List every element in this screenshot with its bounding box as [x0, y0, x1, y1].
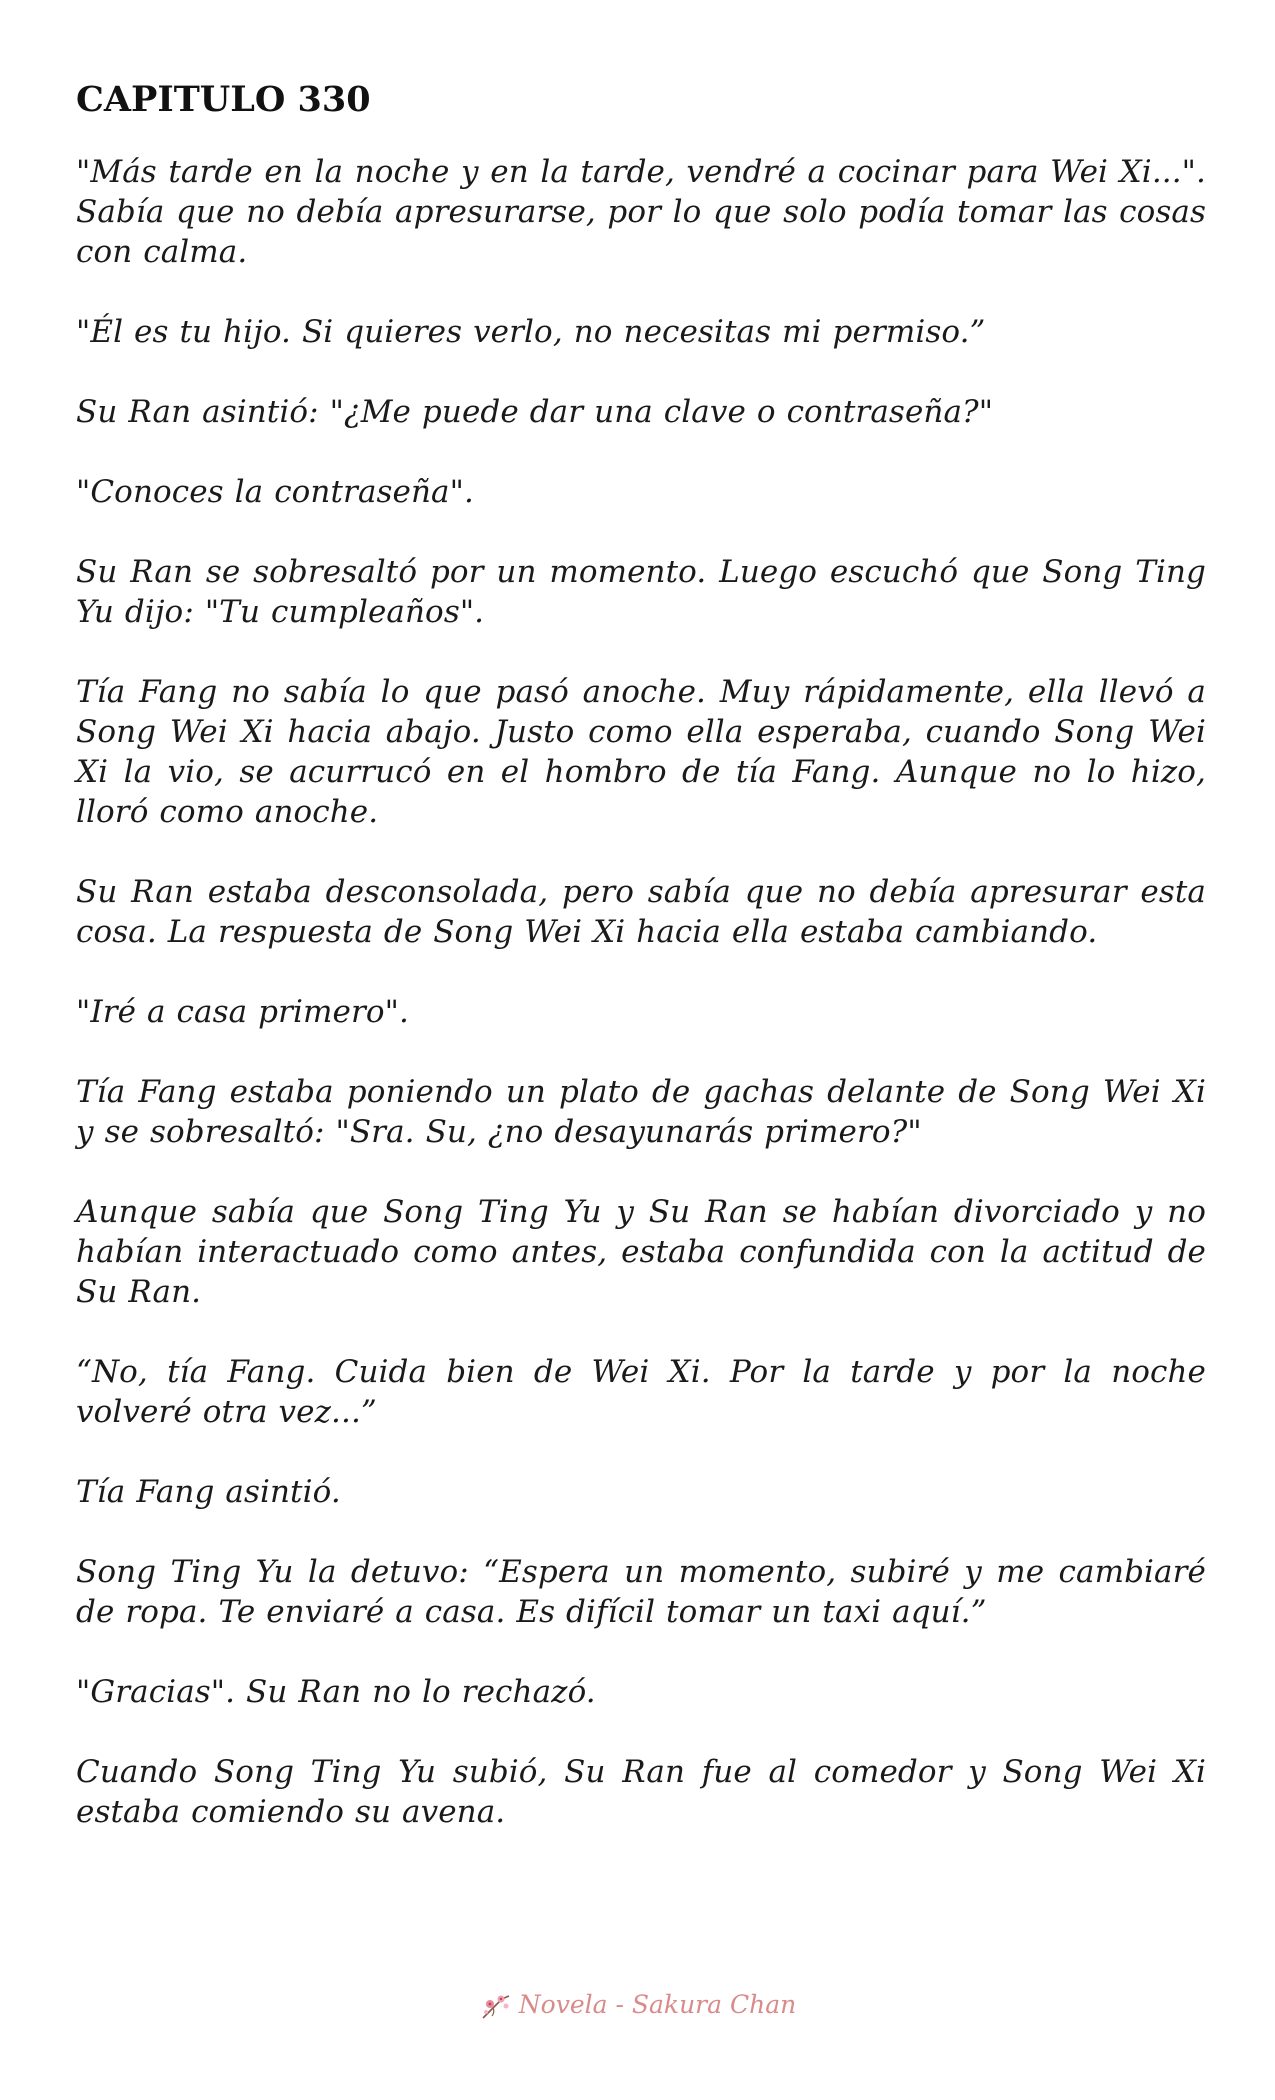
paragraph: "Iré a casa primero". — [76, 994, 409, 1030]
paragraph: Tía Fang estaba poniendo un plato de gachas delante de Song Wei Xi y se sobresaltó: "Sra. Su, ¿no desayunarás primero?" — [76, 1074, 1206, 1150]
paragraph: Tía Fang asintió. — [76, 1474, 341, 1510]
paragraph: "Gracias". Su Ran no lo rechazó. — [76, 1674, 596, 1710]
paragraph: "Conoces la contraseña". — [76, 474, 474, 510]
paragraph: Su Ran se sobresaltó por un momento. Luego escuchó que Song Ting Yu dijo: "Tu cumpleaños". — [76, 554, 1206, 630]
paragraph: Cuando Song Ting Yu subió, Su Ran fue al comedor y Song Wei Xi estaba comiendo su avena. — [76, 1754, 1206, 1830]
paragraph: “No, tía Fang. Cuida bien de Wei Xi. Por la tarde y por la noche volveré otra vez...” — [76, 1354, 1206, 1430]
paragraph: Tía Fang no sabía lo que pasó anoche. Muy rápidamente, ella llevó a Song Wei Xi hacia abajo. Justo como ella esperaba, cuando Song Wei Xi la vio, se acurrucó en el hombro de tía Fang. Aunque no lo hizo, lloró como anoche. — [76, 674, 1206, 830]
chapter-title: CAPITULO 330 — [76, 79, 371, 120]
paragraph: "Más tarde en la noche y en la tarde, vendré a cocinar para Wei Xi...". Sabía que no debía apresurarse, por lo que solo podía tomar las cosas con calma. — [76, 154, 1206, 270]
paragraph: Su Ran estaba desconsolada, pero sabía que no debía apresurar esta cosa. La respuesta de Song Wei Xi hacia ella estaba cambiando. — [76, 874, 1206, 950]
paragraph: Song Ting Yu la detuvo: “Espera un momento, subiré y me cambiaré de ropa. Te enviaré a casa. Es difícil tomar un taxi aquí.” — [76, 1554, 1206, 1630]
paragraph: Aunque sabía que Song Ting Yu y Su Ran se habían divorciado y no habían interactuado como antes, estaba confundida con la actitud de Su Ran. — [76, 1194, 1206, 1310]
document-page — [76, 78, 1206, 1872]
footer-watermark — [0, 1990, 1275, 2022]
paragraph: Su Ran asintió: "¿Me puede dar una clave o contraseña?" — [76, 394, 994, 430]
watermark-text: Novela - Sakura Chan — [518, 1990, 797, 2019]
paragraph: "Él es tu hijo. Si quieres verlo, no necesitas mi permiso.” — [76, 314, 986, 350]
sakura-flower-icon — [479, 1992, 513, 2022]
